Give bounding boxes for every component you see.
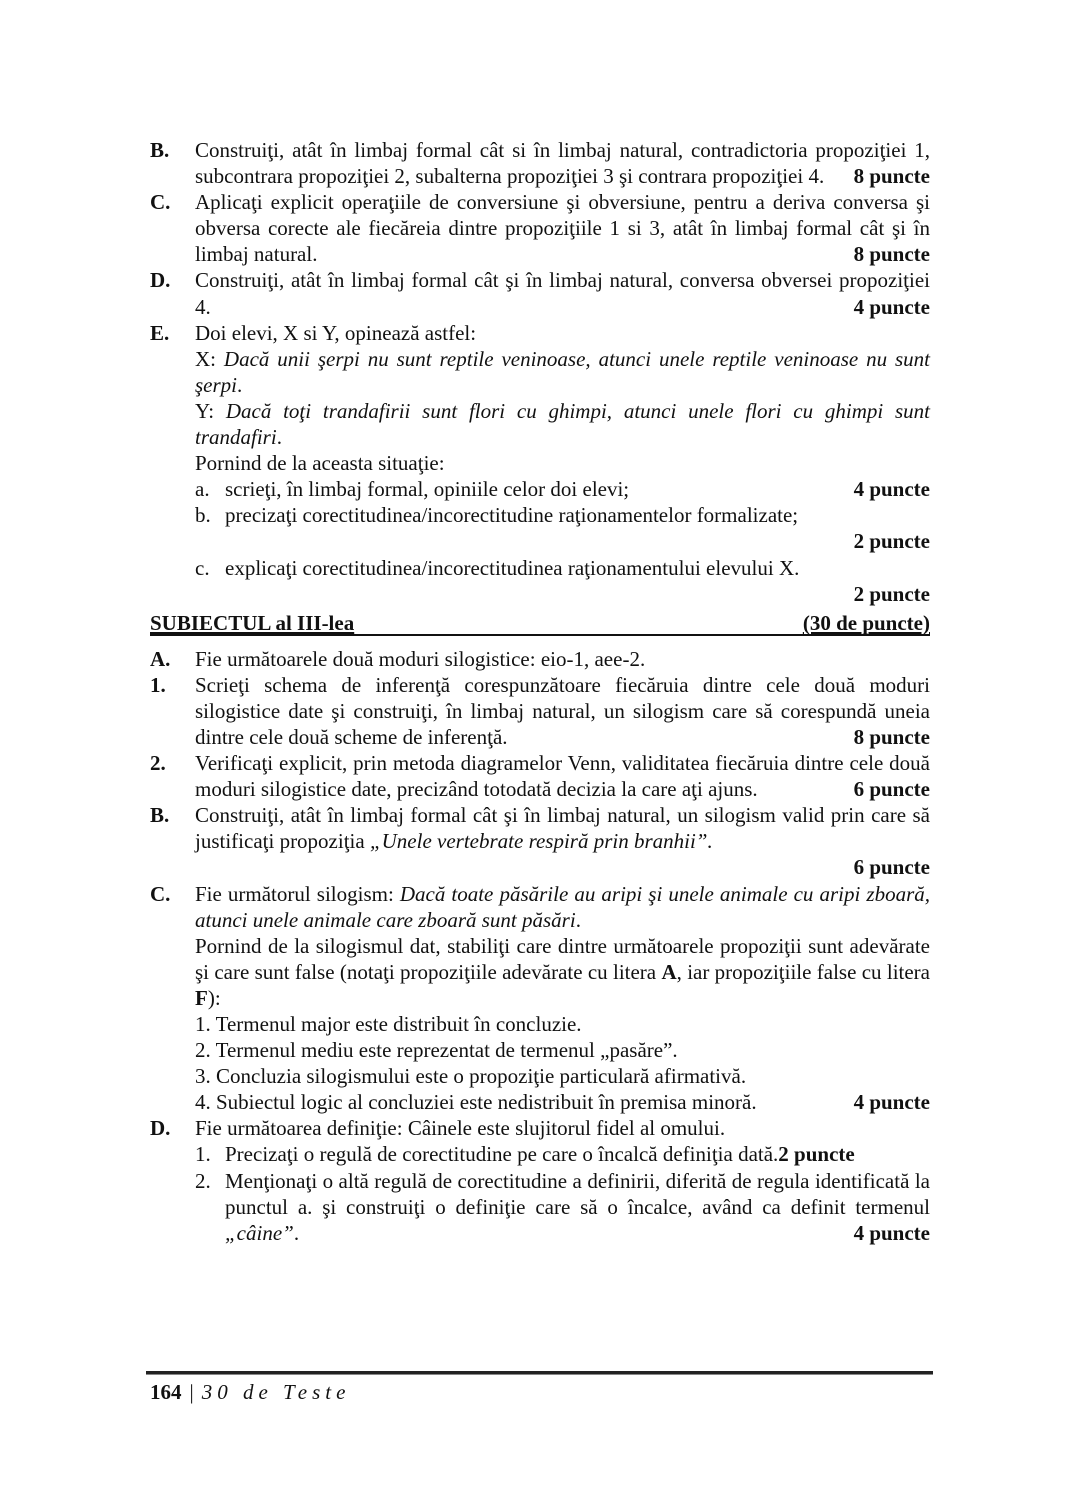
points: 2 puncte	[778, 1142, 855, 1167]
item-label: B.	[150, 138, 170, 162]
statement: 2. Termenul mediu este reprezentat de termenul „pasăre”.	[195, 1038, 678, 1063]
item-label: 2.	[150, 751, 166, 776]
points: 6 puncte	[853, 777, 930, 802]
item-text: Construiţi, atât în limbaj formal cât si în limbaj natural, contradictoria propoziţiei 1, subcontrara propoziţiei 2, subalterna propoziţiei 3 şi contrara propoziţiei 4.	[195, 138, 930, 189]
item-3b	[150, 802, 930, 880]
item-text: Verificaţi explicit, prin metoda diagramelor Venn, validitatea fiecăruia dintre cele două moduri silogistice date, precizând totodată decizia la care aţi ajuns.	[195, 751, 930, 802]
subitem-b: b. precizaţi corectitudinea/incorectitudine raţionamentelor formalizate; 2 puncte	[195, 503, 930, 554]
item-label: D.	[150, 268, 171, 293]
item-instructions: Pornind de la silogismul dat, stabiliţi care dintre următoarele propoziţii sunt adevărate şi care sunt false (notaţi propoziţiile adevărate cu litera A, iar propoziţiile false cu litera F):	[195, 933, 930, 1010]
item-label: C.	[150, 881, 171, 906]
item-2d	[150, 267, 930, 319]
opinion-y: Y: Dacă toţi trandafirii sunt flori cu ghimpi, atunci unele flori cu ghimpi sunt trandafiri.	[195, 398, 930, 450]
statement: 1. Termenul major este distribuit în concluzie.	[195, 1012, 582, 1036]
opinion-x: X: Dacă unii şerpi nu sunt reptile veninoase, atunci unele reptile veninoase nu sunt şerpi.	[195, 346, 931, 397]
points: 8 puncte	[853, 724, 930, 749]
points: 8 puncte	[853, 164, 930, 189]
item-3a	[150, 646, 930, 672]
points: 2 puncte	[853, 529, 930, 554]
item-text: Scrieţi schema de inferenţă corespunzătoare fiecăruia dintre cele două moduri silogistice date şi construiţi, în limbaj natural, un silogism care să corespundă uneia dintre cele două scheme de inferenţă.	[195, 672, 930, 749]
syllogism-text: Dacă toate păsările au aripi şi unele animale cu aripi zboară, atunci unele animale care zboară sunt păsări	[195, 881, 930, 932]
exam-page	[150, 137, 930, 1246]
section-total-points: (30 de puncte)	[802, 610, 930, 635]
item-label: C.	[150, 190, 171, 215]
points: 4 puncte	[853, 294, 930, 319]
item-3a-2	[150, 750, 930, 802]
item-label: E.	[150, 320, 170, 345]
item-label: B.	[150, 803, 170, 828]
item-2e	[150, 320, 930, 607]
page-number: 164	[150, 1380, 182, 1404]
item-label: A.	[150, 646, 171, 671]
page-footer	[150, 1380, 350, 1405]
statement: 3. Concluzia silogismului este o propoziţie particulară afirmativă.	[195, 1064, 747, 1089]
section-title: SUBIECTUL al III-lea	[150, 610, 355, 635]
item-label: 1.	[150, 672, 166, 697]
item-lead: Pornind de la aceasta situaţie:	[195, 451, 445, 476]
item-text: Aplicaţi explicit operaţiile de conversiune şi obversiune, pentru a deriva conversa şi obversa corecte ale fiecăreia dintre propoziţiile 1 si 3, atât în limbaj formal cât şi în limbaj natural.	[195, 190, 930, 267]
subitem-a: a. scrieţi, în limbaj formal, opiniile celor doi elevi; 4 puncte	[195, 477, 930, 502]
subitem-2: 2. Menţionaţi o altă regulă de corectitudine a definirii, diferită de regula identificată la punctul a. şi construiţi o definiţie care să o încalce, având ca definit termenul „câine”. 4 puncte	[195, 1168, 930, 1245]
item-text: Construiţi, atât în limbaj formal cât şi în limbaj natural, un silogism valid prin care să justificaţi propoziţia	[195, 803, 930, 854]
points: 4 puncte	[853, 1220, 930, 1245]
statement: 4. Subiectul logic al concluziei este nedistribuit în premisa minoră.	[195, 1090, 757, 1115]
points: 8 puncte	[853, 242, 930, 267]
item-3c: C. Fie următorul silogism: Dacă toate păsările au aripi şi unele animale cu aripi zboară, atunci unele animale care zboară sunt păsări. Pornind de la silogismul dat, stabiliţi care dintre următoarele propoziţii sunt adevărate şi care sunt false (notaţi propoziţiile adevărate cu litera A, iar propoziţiile false cu litera F): 1. Termenul major este distribuit în concluzie. 2. Termenul mediu este reprezentat de termenul „pasăre”. 3. Concluzia silogismului este o propoziţie particulară afirmativă. 4. Subiectul logic al concluziei este nedistribuit în premisa minoră. 4 puncte	[150, 881, 930, 1115]
item-3d	[150, 1115, 930, 1245]
item-2b	[150, 137, 930, 189]
points: 4 puncte	[853, 1090, 930, 1115]
book-title: 30 de Teste	[201, 1380, 351, 1404]
points: 6 puncte	[853, 855, 930, 880]
points: 4 puncte	[853, 477, 930, 502]
subitem-c: c. explicaţi corectitudinea/incorectitudinea raţionamentului elevului X. 2 puncte	[195, 555, 930, 606]
item-intro: Doi elevi, X si Y, opinează astfel:	[195, 320, 477, 345]
item-2c	[150, 189, 930, 267]
subitem-1: 1. Precizaţi o regulă de corectitudine pe care o încalcă definiţia dată.2 puncte	[195, 1142, 855, 1167]
item-label: D.	[150, 1116, 171, 1141]
footer-separator: |	[189, 1380, 194, 1404]
item-text: Construiţi, atât în limbaj formal cât şi în limbaj natural, conversa obversei propoziţiei 4.	[195, 268, 930, 319]
item-3a-1	[150, 672, 930, 750]
item-text: Fie următoarea definiţie: Câinele este slujitorul fidel al omului.	[195, 1116, 726, 1141]
quoted-proposition: „Unele vertebrate respiră prin branhii”.	[369, 829, 713, 854]
item-text: Fie următoarele două moduri silogistice: eio-1, aee-2.	[195, 646, 646, 671]
footer-divider	[146, 1371, 933, 1375]
section-heading	[150, 612, 930, 636]
points: 2 puncte	[853, 581, 930, 606]
